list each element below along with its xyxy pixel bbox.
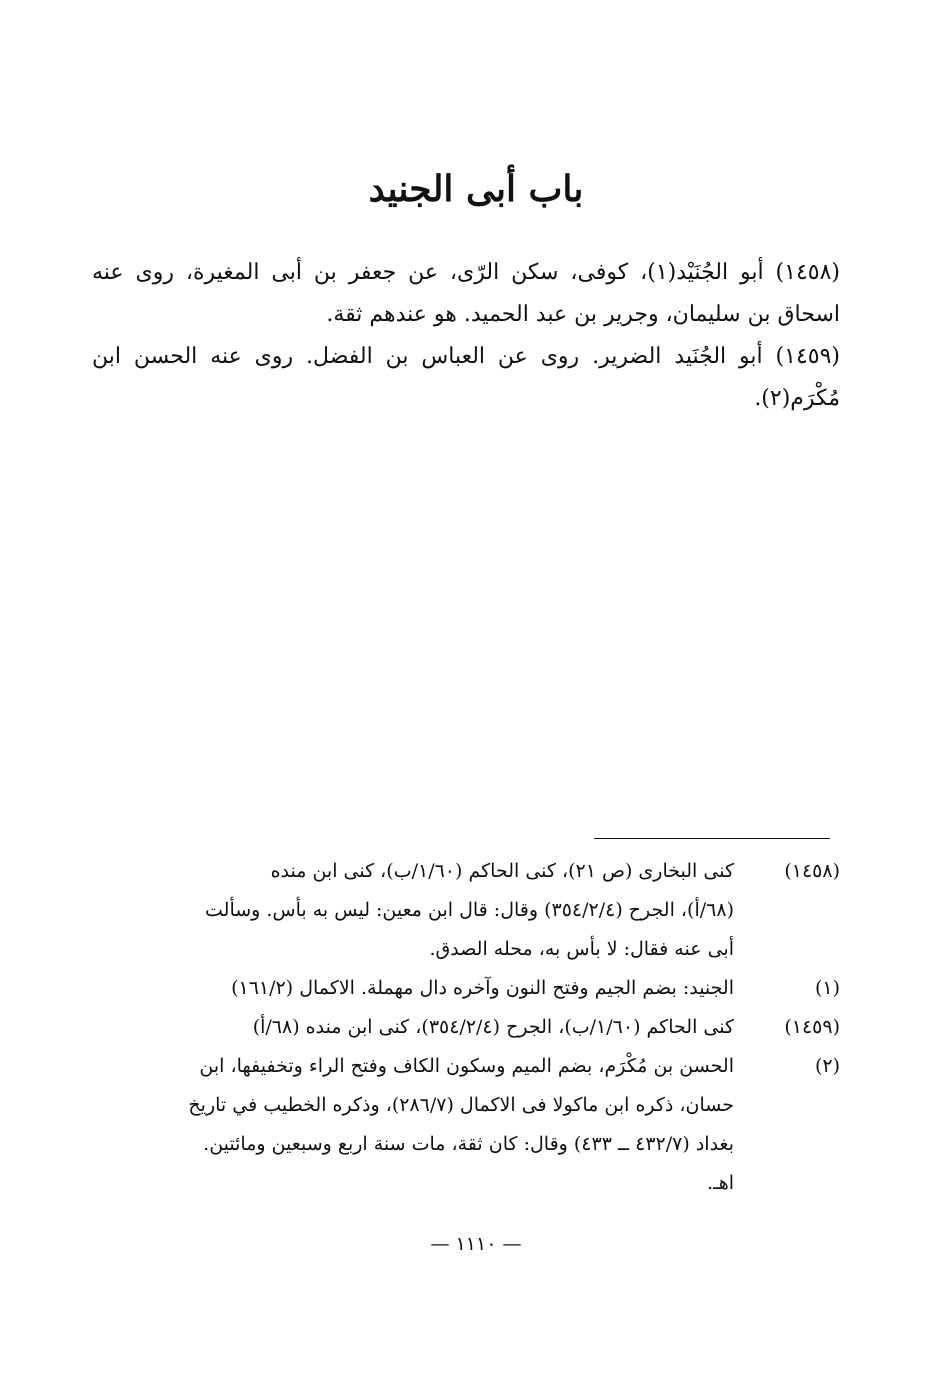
footnote-text — [84, 1008, 734, 1047]
footnote-line: بغداد (٤٣٢/٧ ــ ٤٣٣) وقال: كان ثقة، مات سنة اربع وسبعين ومائتين. — [203, 1133, 734, 1155]
main-text — [92, 252, 840, 420]
footnote-line: أبى عنه فقال: لا بأس به، محله الصدق. — [429, 938, 734, 960]
page-number: — ١١١٠ — — [430, 1233, 522, 1255]
entry-1459: (١٤٥٩) أبو الجُنَيد الضرير. روى عن العباس بن الفضل. روى عنه الحسن ابن مُكْرَم(٢). — [92, 344, 840, 411]
footnote-1459 — [84, 1008, 840, 1047]
footnote-1458 — [84, 852, 840, 969]
footnote-number: (٢) — [814, 1055, 840, 1077]
footnote-line: (٦٨/أ)، الجرح (٣٥٤/٢/٤) وقال: قال ابن معين: ليس به بأس. وسألت — [205, 899, 734, 921]
footnote-divider — [594, 838, 830, 839]
chapter-title: باب أبى الجنيد — [368, 168, 584, 210]
footnote-number: (١٤٥٩) — [784, 1016, 840, 1038]
footnotes — [84, 852, 840, 1203]
footnote-2 — [84, 1047, 840, 1203]
footnote-number: (١) — [814, 977, 840, 999]
footnote-line: الحسن بن مُكْرَم، بضم الميم وسكون الكاف وفتح الراء وتخفيفها، ابن — [199, 1055, 734, 1077]
footnote-line: كنى البخارى (ص ٢١)، كنى الحاكم (١/٦٠/ب)، كنى ابن منده — [270, 860, 734, 882]
footnote-text — [84, 969, 734, 1008]
footnote-1 — [84, 969, 840, 1008]
footnote-line: كنى الحاكم (١/٦٠/ب)، الجرح (٣٥٤/٢/٤)، كنى ابن منده (٦٨/أ) — [252, 1016, 734, 1038]
footnote-line: اهـ. — [707, 1172, 734, 1194]
footnote-line: حسان، ذكره ابن ماكولا فى الاكمال (٢٨٦/٧)، وذكره الخطيب في تاريخ — [188, 1094, 734, 1116]
footnote-text — [84, 1047, 734, 1203]
footnote-line: الجنيد: بضم الجيم وفتح النون وآخره دال مهملة. الاكمال (١٦١/٢) — [231, 977, 734, 999]
footnote-text — [84, 852, 734, 969]
footnote-number: (١٤٥٨) — [784, 860, 840, 882]
entry-1458: (١٤٥٨) أبو الجُنَيْد(١)، كوفى، سكن الرّى، عن جعفر بن أبى المغيرة، روى عنه اسحاق بن سليمان، وجرير بن عبد الحميد. هو عندهم ثقة. — [92, 260, 840, 327]
